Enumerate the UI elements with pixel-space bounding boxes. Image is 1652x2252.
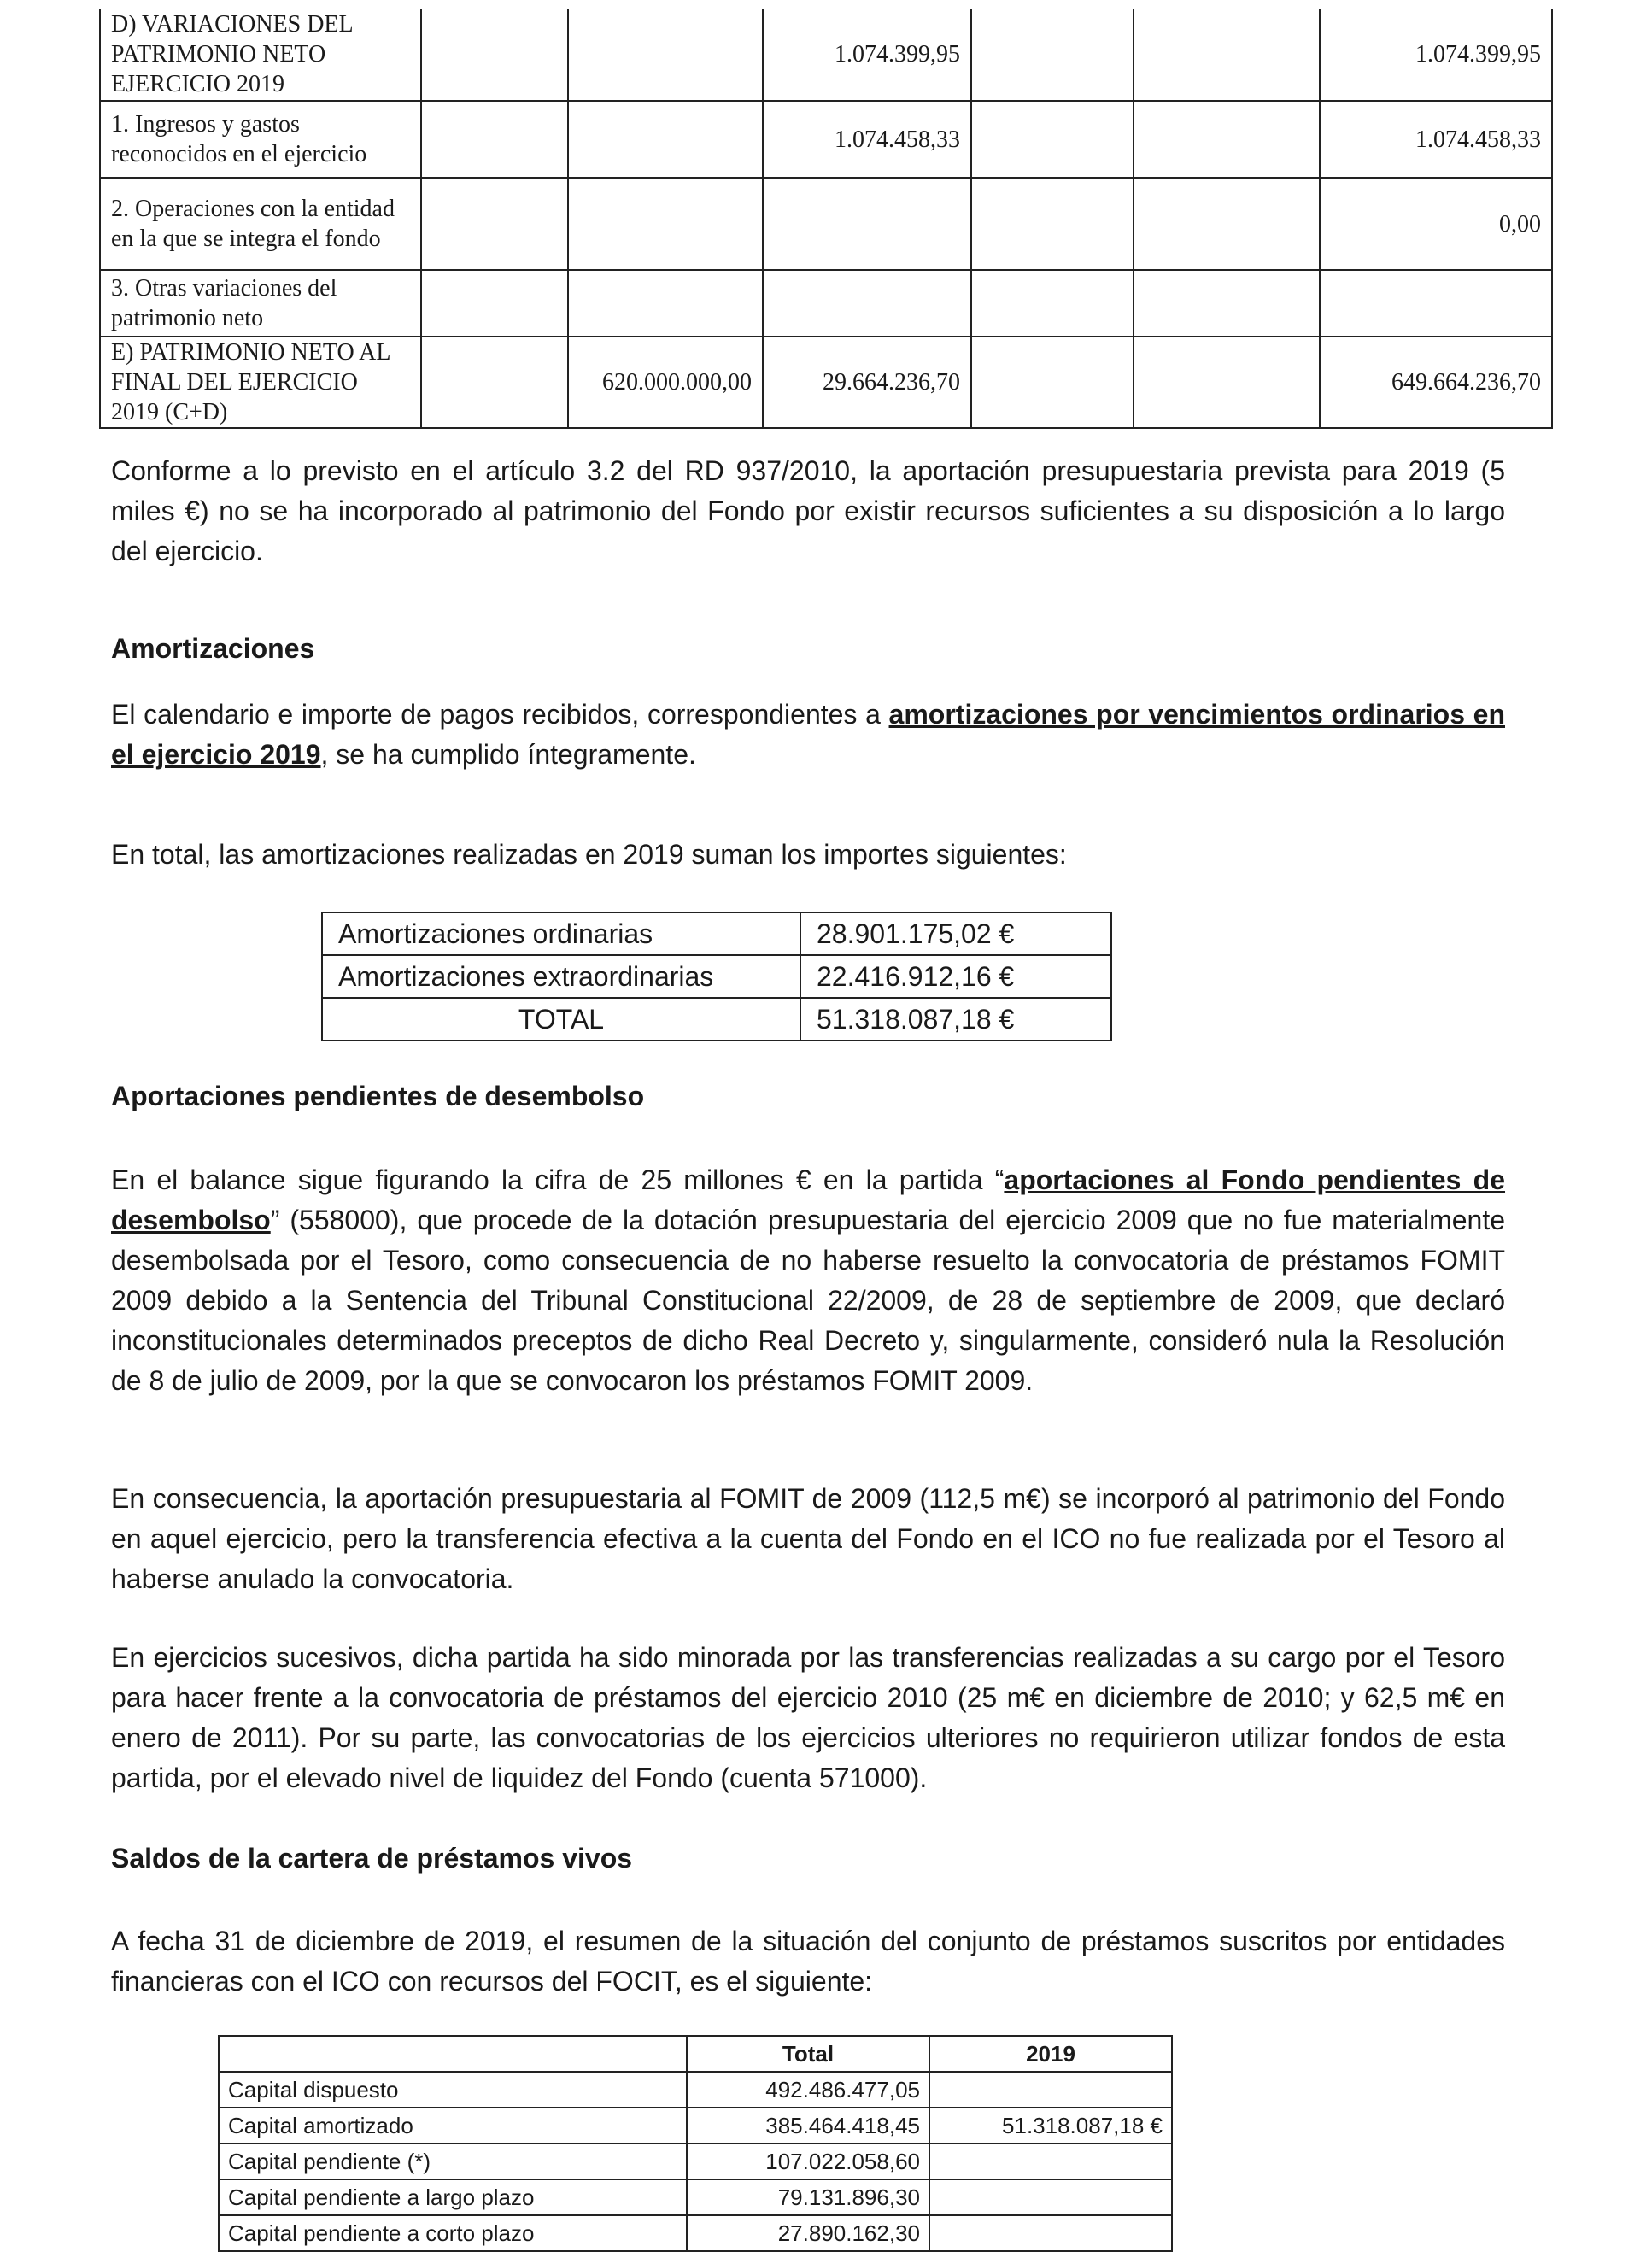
cell-2019 xyxy=(929,2072,1172,2108)
table-cell xyxy=(421,178,568,270)
row-label: 2. Operaciones con la entidad en la que se integra el fondo xyxy=(100,178,421,270)
table-cell xyxy=(421,101,568,178)
table-row xyxy=(100,270,1552,337)
table-cell xyxy=(763,270,971,337)
table-cell-total: 1.074.458,33 xyxy=(1320,101,1552,178)
row-value: 22.416.912,16 € xyxy=(800,955,1111,998)
paragraph-total: En total, las amortizaciones realizadas en 2019 suman los importes siguientes: xyxy=(111,839,1067,870)
table-cell: 620.000.000,00 xyxy=(568,337,763,428)
table-cell xyxy=(421,270,568,337)
cell-2019 xyxy=(929,2215,1172,2251)
cell-total: 107.022.058,60 xyxy=(687,2144,929,2179)
table-row xyxy=(322,955,1111,998)
table-cell: 29.664.236,70 xyxy=(763,337,971,428)
patrimonio-table xyxy=(99,9,1553,429)
table-row xyxy=(219,2144,1172,2179)
row-label: D) VARIACIONES DEL PATRIMONIO NETO EJERCICIO 2019 xyxy=(100,9,421,101)
table-row xyxy=(100,101,1552,178)
table-cell xyxy=(763,178,971,270)
table-cell xyxy=(971,178,1134,270)
column-header-2019: 2019 xyxy=(929,2036,1172,2072)
table-cell xyxy=(1134,337,1320,428)
cell-2019: 51.318.087,18 € xyxy=(929,2108,1172,2144)
row-label: Capital pendiente a largo plazo xyxy=(219,2179,687,2215)
table-cell: 1.074.458,33 xyxy=(763,101,971,178)
table-cell-total: 649.664.236,70 xyxy=(1320,337,1552,428)
cell-2019 xyxy=(929,2144,1172,2179)
section-heading-saldos: Saldos de la cartera de préstamos vivos xyxy=(111,1843,633,1874)
section-heading-aportaciones: Aportaciones pendientes de desembolso xyxy=(111,1081,645,1111)
paragraph-calendario xyxy=(111,695,1505,775)
table-cell xyxy=(971,337,1134,428)
paragraph-sucesivos: En ejercicios sucesivos, dicha partida ha sido minorada por las transferencias realizadas a su cargo por el Tesoro para hacer frente a la convocatoria de préstamos del ejercicio 2010 (25 m€ en diciembre de 2010; y 62,5 m€ en enero de 2011). Por su parte, las convocatorias de los ejercicios ulteriores no requirieron utilizar fondos de esta partida, por el elevado nivel de liquidez del Fondo (cuenta 571000). xyxy=(111,1642,1505,1793)
row-label: Capital pendiente a corto plazo xyxy=(219,2215,687,2251)
table-row xyxy=(219,2108,1172,2144)
table-header-row xyxy=(219,2036,1172,2072)
paragraph-text: En el balance sigue figurando la cifra de 25 millones € en la partida “ xyxy=(111,1164,1005,1195)
table-cell xyxy=(421,337,568,428)
table-row xyxy=(100,178,1552,270)
table-cell xyxy=(1134,9,1320,101)
paragraph-rd: Conforme a lo previsto en el artículo 3.2 del RD 937/2010, la aportación presupuestaria prevista para 2019 (5 miles €) no se ha incorporado al patrimonio del Fondo por existir recursos suficientes a su disposición a lo largo del ejercicio. xyxy=(111,455,1505,566)
section-heading-amortizaciones: Amortizaciones xyxy=(111,633,315,664)
saldos-table xyxy=(218,2035,1173,2252)
row-label: Amortizaciones extraordinarias xyxy=(322,955,800,998)
row-value-total: 51.318.087,18 € xyxy=(800,998,1111,1041)
table-row xyxy=(219,2179,1172,2215)
paragraph-text: , se ha cumplido íntegramente. xyxy=(320,739,696,770)
table-cell xyxy=(971,270,1134,337)
row-label: E) PATRIMONIO NETO AL FINAL DEL EJERCICIO 2019 (C+D) xyxy=(100,337,421,428)
table-row xyxy=(322,912,1111,955)
column-header-total: Total xyxy=(687,2036,929,2072)
cell-total: 385.464.418,45 xyxy=(687,2108,929,2144)
table-cell-total xyxy=(1320,270,1552,337)
emphasized-text: amortizaciones por vencimientos ordinarios en el ejercicio 2019 xyxy=(111,699,1505,770)
paragraph-text: ” (558000), que procede de la dotación presupuestaria del ejercicio 2009 que no fue materialmente desembolsada por el Tesoro, como consecuencia de no haberse resuelto la convocatoria de préstamos FOMIT 2009 debido a la Sentencia del Tribunal Constitucional 22/2009, de 28 de septiembre de 2009, que declaró inconstitucionales determinados preceptos de dicho Real Decreto y, singularmente, consideró nula la Resolución de 8 de julio de 2009, por la que se convocaron los préstamos FOMIT 2009. xyxy=(111,1205,1505,1396)
table-cell xyxy=(1134,270,1320,337)
paragraph-consecuencia: En consecuencia, la aportación presupuestaria al FOMIT de 2009 (112,5 m€) se incorporó al patrimonio del Fondo en aquel ejercicio, pero la transferencia efectiva a la cuenta del Fondo en el ICO no fue realizada por el Tesoro al haberse anulado la convocatoria. xyxy=(111,1483,1505,1594)
row-label: Amortizaciones ordinarias xyxy=(322,912,800,955)
row-label: Capital pendiente (*) xyxy=(219,2144,687,2179)
cell-total: 79.131.896,30 xyxy=(687,2179,929,2215)
table-row xyxy=(100,337,1552,428)
row-label: Capital amortizado xyxy=(219,2108,687,2144)
table-row xyxy=(219,2215,1172,2251)
table-cell xyxy=(568,9,763,101)
table-row xyxy=(322,998,1111,1041)
emphasized-text: aportaciones al Fondo pendientes de desembolso xyxy=(111,1164,1506,1235)
column-header xyxy=(219,2036,687,2072)
row-label: 3. Otras variaciones del patrimonio neto xyxy=(100,270,421,337)
cell-total: 492.486.477,05 xyxy=(687,2072,929,2108)
cell-2019 xyxy=(929,2179,1172,2215)
table-cell: 1.074.399,95 xyxy=(763,9,971,101)
table-cell xyxy=(1134,178,1320,270)
table-row xyxy=(219,2072,1172,2108)
row-label-total: TOTAL xyxy=(322,998,800,1041)
amortizaciones-table xyxy=(321,912,1112,1041)
table-cell xyxy=(568,101,763,178)
table-cell xyxy=(1134,101,1320,178)
row-label: Capital dispuesto xyxy=(219,2072,687,2108)
table-cell xyxy=(568,270,763,337)
table-row xyxy=(100,9,1552,101)
table-cell-total: 1.074.399,95 xyxy=(1320,9,1552,101)
table-cell-total: 0,00 xyxy=(1320,178,1552,270)
row-value: 28.901.175,02 € xyxy=(800,912,1111,955)
row-label: 1. Ingresos y gastos reconocidos en el ejercicio xyxy=(100,101,421,178)
paragraph-fecha: A fecha 31 de diciembre de 2019, el resumen de la situación del conjunto de préstamos suscritos por entidades financieras con el ICO con recursos del FOCIT, es el siguiente: xyxy=(111,1926,1505,1997)
table-cell xyxy=(568,178,763,270)
paragraph-text: El calendario e importe de pagos recibidos, correspondientes a xyxy=(111,699,889,730)
table-cell xyxy=(971,101,1134,178)
table-cell xyxy=(421,9,568,101)
paragraph-balance xyxy=(111,1160,1505,1401)
cell-total: 27.890.162,30 xyxy=(687,2215,929,2251)
table-cell xyxy=(971,9,1134,101)
